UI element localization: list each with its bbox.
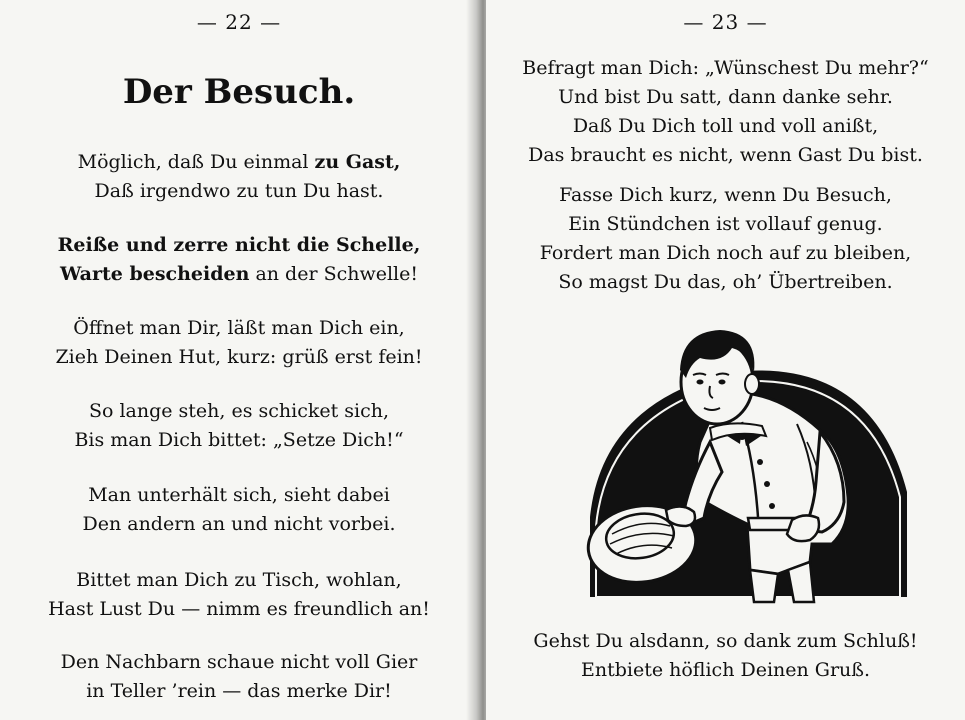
left-page <box>0 0 478 720</box>
stanza <box>0 648 478 706</box>
stanza <box>0 231 478 289</box>
poem-line <box>486 268 965 297</box>
line-text: Den andern an und nicht vorbei. <box>82 513 396 535</box>
poem-line <box>486 656 965 685</box>
poem-line <box>0 481 478 510</box>
line-text: Bis man Dich bittet: „Setze Dich!“ <box>74 429 404 451</box>
poem-line <box>0 343 478 372</box>
line-text: Möglich, daß Du einmal <box>77 151 315 173</box>
line-text: Fasse Dich kurz, wenn Du Besuch, <box>559 184 892 206</box>
line-text: Fordert man Dich noch auf zu bleiben, <box>539 242 912 264</box>
bold-text: Reiße und zerre nicht die Schelle, <box>57 234 421 256</box>
poem-line <box>0 510 478 539</box>
line-text: an der Schwelle! <box>249 263 419 285</box>
bold-text: zu Gast, <box>314 151 401 173</box>
poem-line <box>0 148 478 177</box>
line-text: Den Nachbarn schaue nicht voll Gier <box>60 651 418 673</box>
stanza <box>486 627 965 685</box>
poem-line <box>486 141 965 170</box>
line-text: So magst Du das, oh’ Übertreiben. <box>558 271 893 293</box>
stanza <box>0 314 478 372</box>
line-text: Öffnet man Dir, läßt man Dich ein, <box>73 317 405 339</box>
poem-line <box>0 397 478 426</box>
line-text: Das braucht es nicht, wenn Gast Du bist. <box>528 144 923 166</box>
page-number-right: — 23 — <box>683 10 768 34</box>
stanza <box>0 397 478 455</box>
boy-holding-hat-illustration <box>582 312 912 607</box>
poem-line <box>0 231 478 260</box>
right-page <box>486 0 965 720</box>
stanza <box>0 566 478 624</box>
poem-line <box>486 239 965 268</box>
poem-line <box>0 566 478 595</box>
poem-line <box>0 595 478 624</box>
poem-line <box>0 177 478 206</box>
poem-title: Der Besuch. <box>122 72 356 112</box>
poem-line <box>0 677 478 706</box>
stanza <box>486 181 965 297</box>
poem-line <box>486 627 965 656</box>
stanza <box>0 481 478 539</box>
poem-line <box>0 648 478 677</box>
bold-text: Warte bescheiden <box>59 263 250 285</box>
line-text: Gehst Du alsdann, so dank zum Schluß! <box>533 630 918 652</box>
poem-line <box>0 260 478 289</box>
poem-line <box>0 314 478 343</box>
line-text: Hast Lust Du — nimm es freundlich an! <box>48 598 430 620</box>
line-text: in Teller ’rein — das merke Dir! <box>86 680 392 702</box>
line-text: Daß irgendwo zu tun Du hast. <box>94 180 384 202</box>
line-text: Und bist Du satt, dann danke sehr. <box>558 86 893 108</box>
poem-line <box>486 54 965 83</box>
line-text: Zieh Deinen Hut, kurz: grüß erst fein! <box>55 346 423 368</box>
poem-line <box>486 112 965 141</box>
stanza <box>0 148 478 206</box>
line-text: Ein Stündchen ist vollauf genug. <box>568 213 883 235</box>
page-number-left: — 22 — <box>196 10 282 34</box>
line-text: Entbiete höflich Deinen Gruß. <box>580 659 871 681</box>
poem-line <box>0 426 478 455</box>
line-text: Bittet man Dich zu Tisch, wohlan, <box>76 569 402 591</box>
line-text: Man unterhält sich, sieht dabei <box>88 484 390 506</box>
line-text: Befragt man Dich: „Wünschest Du mehr?“ <box>522 57 929 79</box>
poem-line <box>486 83 965 112</box>
poem-line <box>486 181 965 210</box>
stanza <box>486 54 965 170</box>
line-text: Daß Du Dich toll und voll anißt, <box>572 115 879 137</box>
poem-line <box>486 210 965 239</box>
line-text: So lange steh, es schicket sich, <box>88 400 390 422</box>
